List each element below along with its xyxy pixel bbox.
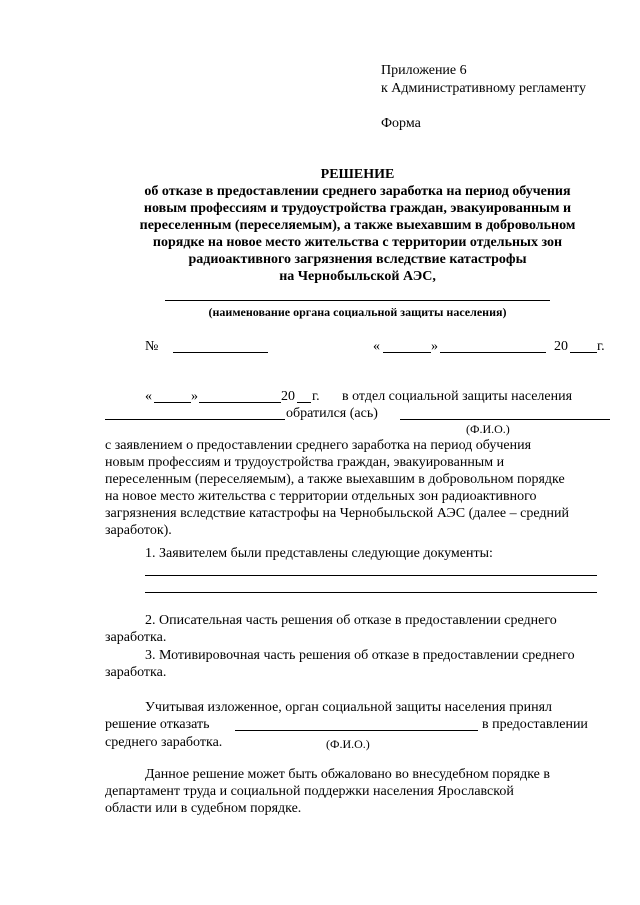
item-3-motivational — [105, 647, 610, 681]
document-title — [105, 166, 610, 285]
body-line — [105, 437, 610, 454]
decision-salary-label: среднего заработка. — [105, 735, 223, 750]
item-1-documents: 1. Заявителем были представлены следующие документы: — [145, 546, 493, 561]
org-name-caption: (наименование органа социальной защиты населения) — [208, 305, 507, 319]
application-body — [105, 437, 610, 539]
appeal-line: Данное решение может быть обжаловано во внесудебном порядке в — [145, 767, 551, 782]
item-3-line: 3. Мотивировочная часть решения об отказе в предоставлении среднего — [145, 648, 575, 663]
date-year-line — [570, 352, 597, 353]
date-month-line — [440, 352, 546, 353]
body-line: на новое место жительства с территории отдельных зон радиоактивного — [105, 489, 537, 504]
title-line: об отказе в предоставлении среднего заработка на период обучения — [144, 184, 571, 199]
app-year-prefix: 20 — [281, 389, 295, 404]
title-line: новым профессиям и трудоустройства граждан, эвакуированным и — [143, 201, 572, 216]
appendix-reference: к Административному регламенту — [381, 81, 586, 96]
title-line: порядке на новое место жительства с территории отдельных зон — [152, 235, 563, 250]
appeal-line: департамент труда и социальной поддержки населения Ярославской — [105, 784, 514, 799]
title-line: на Чернобыльской АЭС, — [279, 269, 436, 284]
item-3-line: заработка. — [105, 665, 167, 680]
decision-line-1: Учитывая изложенное, орган социальной защиты населения принял — [145, 700, 552, 715]
appeal-line: области или в судебном порядке. — [105, 801, 302, 816]
date-day-line — [383, 352, 431, 353]
app-month-line — [199, 402, 281, 403]
app-department-label: в отдел социальной защиты населения — [342, 389, 573, 404]
app-fio-caption: (Ф.И.О.) — [466, 422, 510, 436]
decision-refuse-label: решение отказать — [105, 717, 210, 732]
documents-line-1 — [145, 575, 597, 576]
number-field-line — [173, 352, 268, 353]
number-label: № — [145, 339, 159, 354]
decision-fio-line — [235, 730, 478, 731]
decision-provision-label: в предоставлении — [482, 717, 588, 732]
app-day-line — [154, 402, 191, 403]
body-line: переселенным (переселяемым), а также выехавшим в добровольном порядке — [105, 472, 565, 487]
title-line: радиоактивного загрязнения вследствие катастрофы — [188, 252, 527, 267]
documents-line-2 — [145, 592, 597, 593]
date-year-prefix: 20 — [554, 339, 568, 354]
date-close-quote: » — [431, 339, 438, 354]
date-open-quote: « — [373, 339, 380, 354]
app-year-suffix: г. — [312, 389, 320, 404]
decision-fio-caption: (Ф.И.О.) — [326, 737, 370, 751]
body-line: заработок). — [105, 523, 172, 538]
title-line: переселенным (переселяемым), а также выехавшим в добровольном — [139, 218, 576, 233]
item-2-line: заработка. — [105, 630, 167, 645]
app-date-close: » — [191, 389, 198, 404]
form-label: Форма — [381, 116, 421, 131]
title-heading: РЕШЕНИЕ — [320, 167, 395, 182]
appeal-paragraph — [105, 766, 610, 817]
item-2-descriptive — [105, 612, 610, 646]
app-department-text — [342, 388, 610, 405]
app-date-open: « — [145, 389, 152, 404]
app-department-name-line — [105, 419, 285, 420]
body-line: новым профессиям и трудоустройства граждан, эвакуированным и — [105, 455, 505, 470]
body-text: с заявлением о предоставлении среднего заработка на период обучения — [105, 438, 532, 453]
item-2-line: 2. Описательная часть решения об отказе в предоставлении среднего — [145, 613, 557, 628]
org-name-line — [165, 300, 550, 301]
appendix-number: Приложение 6 — [381, 63, 467, 78]
app-year-line — [297, 402, 311, 403]
app-applied-label: обратился (ась) — [286, 406, 378, 421]
date-year-suffix: г. — [597, 339, 605, 354]
app-fio-line — [400, 419, 610, 420]
body-line: загрязнения вследствие катастрофы на Чернобыльской АЭС (далее – средний — [105, 506, 569, 521]
